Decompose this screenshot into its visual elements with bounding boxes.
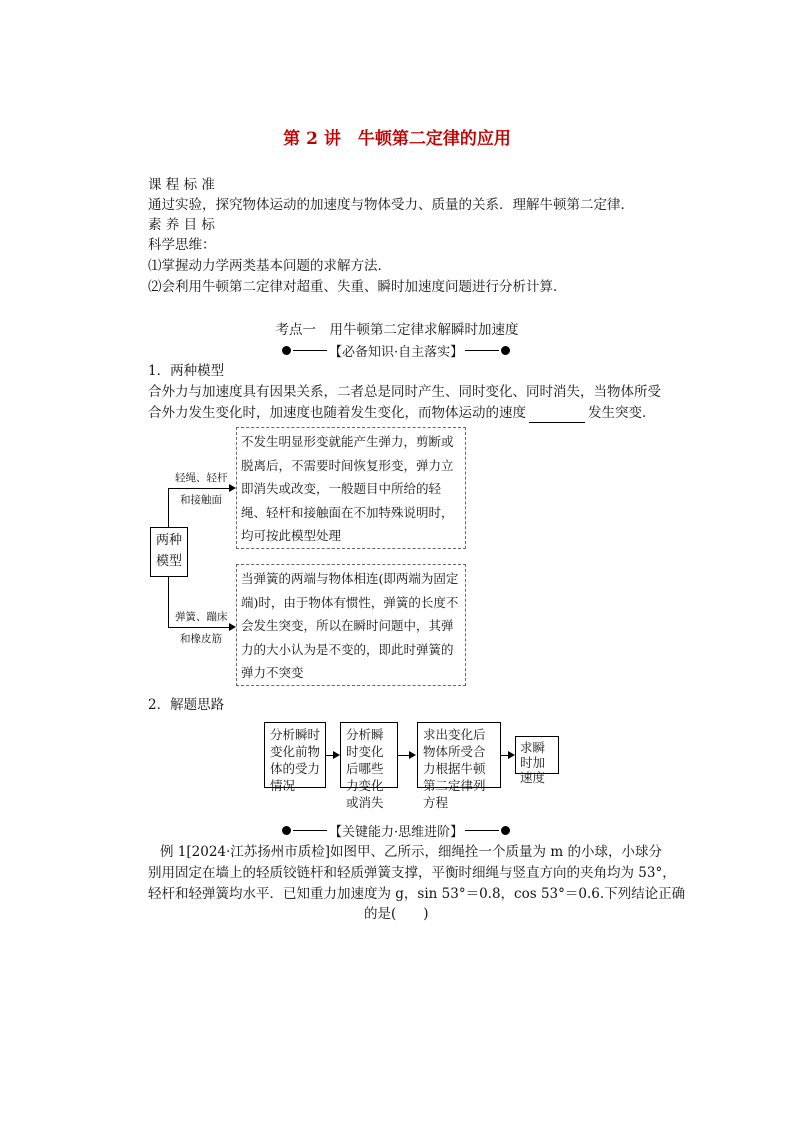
example-line-1: 例 1[2024·江苏扬州市质检]如图甲、乙所示，细绳拴一个质量为 m 的小球，小球分 xyxy=(160,844,662,860)
section-banner-ability xyxy=(282,821,510,840)
branch1-label-1: 轻绳、轻杆 xyxy=(175,472,228,484)
goal-item-1: ⑴掌握动力学两类基本问题的求解方法． xyxy=(148,258,391,274)
branch2-label-1: 弹簧、蹦床 xyxy=(175,611,228,623)
section-title: 考点一 用牛顿第二定律求解瞬时加速度 xyxy=(275,322,519,338)
goal-item-2: ⑵会利用牛顿第二定律对超重、失重、瞬时加速度问题进行分析计算． xyxy=(148,279,567,295)
point1-text-line1: 合外力与加速度具有因果关系，二者总是同时产生、同时变化、同时消失，当物体所受 xyxy=(148,384,661,400)
example-line-4: 的是( ) xyxy=(364,906,429,922)
point1-text-line2: 合外力发生变化时，加速度也随着发生变化，而物体运动的速度 发生突变． xyxy=(148,405,656,421)
banner-text: 【关键能力·思维进阶】 xyxy=(329,825,464,840)
banner-text: 【必备知识·自主落实】 xyxy=(329,345,464,360)
point2-heading: 2．解题思路 xyxy=(148,697,225,713)
branch1-label-2: 和接触面 xyxy=(180,494,222,506)
flow-step-4: 求瞬时加速度 xyxy=(515,736,559,774)
bullet-dot-icon xyxy=(282,826,291,835)
arrow-right-icon xyxy=(409,751,416,759)
arrow-right-icon xyxy=(229,484,236,492)
arrow-right-icon xyxy=(229,623,236,631)
flow-step-3: 求出变化后物体所受合力根据牛顿第二定律列方程 xyxy=(417,722,501,788)
point1-heading: 1．两种模型 xyxy=(148,363,225,379)
example-line-2: 别用固定在墙上的轻质铰链杆和轻质弹簧支撑，平衡时细绳与竖直方向的夹角均为 53°， xyxy=(148,865,676,881)
bullet-dot-icon xyxy=(501,826,510,835)
branch2-label-2: 和橡皮筋 xyxy=(180,633,222,645)
scientific-thinking-label: 科学思维： xyxy=(148,237,216,253)
flow-step-1: 分析瞬时变化前物体的受力情况 xyxy=(264,722,326,788)
model-spring-description: 当弹簧的两端与物体相连(即两端为固定端)时，由于物体有惯性，弹簧的长度不会发生突变，所以在瞬时问题中，其弹力的大小认为是不变的，即此时弹簧的弹力不突变 xyxy=(236,564,466,686)
bullet-dot-icon xyxy=(501,346,510,355)
section-banner-knowledge xyxy=(282,341,510,360)
curriculum-standard-heading: 课 程 标 准 xyxy=(148,177,215,193)
literacy-goal-heading: 素 养 目 标 xyxy=(148,217,215,233)
arrow-right-icon xyxy=(333,751,340,759)
model-root-box: 两种 模型 xyxy=(150,527,188,577)
bullet-dot-icon xyxy=(282,346,291,355)
example-line-3: 轻杆和轻弹簧均水平．已知重力加速度为 g，sin 53°＝0.8，cos 53°＝0.6.下列结论正确 xyxy=(148,886,686,902)
page-title: 第 2 讲 牛顿第二定律的应用 xyxy=(283,129,511,149)
arrow-right-icon xyxy=(508,751,515,759)
model-rope-rod-description: 不发生明显形变就能产生弹力，剪断或脱离后，不需要时间恢复形变，弹力立即消失或改变，一般题目中所给的轻绳、轻杆和接触面在不加特殊说明时，均可按此模型处理 xyxy=(236,427,466,549)
curriculum-standard-text: 通过实验，探究物体运动的加速度与物体受力、质量的关系．理解牛顿第二定律． xyxy=(148,197,634,213)
flow-step-2: 分析瞬时变化后哪些力变化或消失 xyxy=(340,722,398,788)
fill-in-blank xyxy=(529,408,585,423)
